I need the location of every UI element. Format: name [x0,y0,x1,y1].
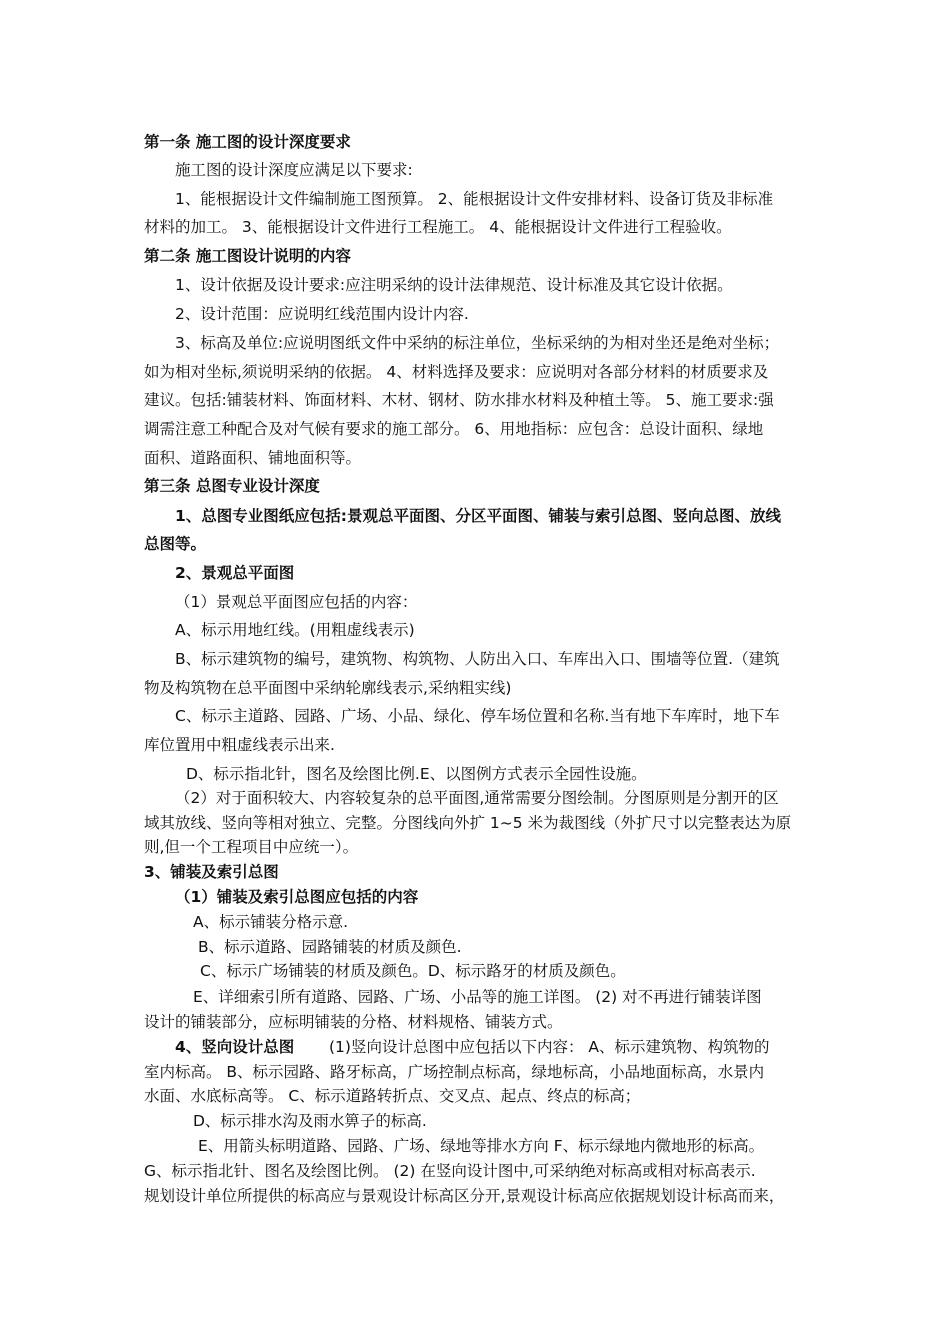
paragraph-line: 3、标高及单位:应说明图纸文件中采纳的标注单位，坐标采纳的为相对坐还是绝对坐标； [175,334,780,352]
section-heading: 3、铺装及索引总图 [144,863,279,881]
section-heading: 2、景观总平面图 [175,564,295,582]
section-heading: 总图等。 [144,535,207,553]
paragraph-line: 物及构筑物在总平面图中采纳轮廓线表示,采纳粗实线) [144,679,512,697]
paragraph-line: 设计的铺装部分，应标明铺装的分格、材料规格、铺装方式。 [144,1013,563,1031]
paragraph-line: 规划设计单位所提供的标高应与景观设计标高区分开,景观设计标高应依据规划设计标高而来， [144,1187,785,1205]
paragraph-line: C、标示广场铺装的材质及颜色。D、标示路牙的材质及颜色。 [200,962,626,980]
section-heading: （1）铺装及索引总图应包括的内容 [175,888,419,906]
paragraph-line: (1)竖向设计总图中应包括以下内容： A、标示建筑物、构筑物的 [329,1038,770,1056]
paragraph-line: G、标示指北针、图名及绘图比例。 (2) 在竖向设计图中,可采纳绝对标高或相对标高表示. [144,1162,756,1180]
paragraph-line: 2、设计范围：应说明红线范围内设计内容. [175,305,469,323]
paragraph-line: B、标示建筑物的编号，建筑物、构筑物、人防出入口、车库出入口、围墙等位置.（建筑 [175,650,780,668]
paragraph-line: E、详细索引所有道路、园路、广场、小品等的施工详图。 (2) 对不再进行铺装详图 [193,988,762,1006]
paragraph-line: （2）对于面积较大、内容较复杂的总平面图,通常需要分图绘制。分图原则是分割开的区 [175,789,779,807]
paragraph-line: 室内标高。 B、标示园路、路牙标高，广场控制点标高，绿地标高，小品地面标高，水景内 [144,1063,765,1081]
paragraph-line: 调需注意工种配合及对气候有要求的施工部分。 6、用地指标：应包含：总设计面积、绿地 [144,420,764,438]
paragraph-line: A、标示用地红线。(用粗虚线表示) [175,621,415,639]
paragraph-line: 面积、道路面积、铺地面积等。 [144,449,362,467]
paragraph-line: D、标示指北针，图名及绘图比例.E、以图例方式表示全园性设施。 [186,765,647,783]
article-3-heading: 第三条 总图专业设计深度 [144,477,320,495]
paragraph-line: C、标示主道路、园路、广场、小品、绿化、停车场位置和名称.当有地下车库时，地下车 [175,707,780,725]
paragraph-line: A、标示铺装分格示意. [193,913,349,931]
paragraph-line: 1、能根据设计文件编制施工图预算。 2、能根据设计文件安排材料、设备订货及非标准 [175,190,774,208]
paragraph-line: 域其放线、竖向等相对独立、完整。分图线向外扩 1~5 米为裁图线（外扩尺寸以完整表达为原 [144,814,792,832]
section-heading: 1、总图专业图纸应包括:景观总平面图、分区平面图、铺装与索引总图、竖向总图、放线 [175,507,781,525]
paragraph-line: 如为相对坐标,须说明采纳的依据。 4、材料选择及要求：应说明对各部分材料的材质要求及 [144,363,769,381]
paragraph-line: 1、设计依据及设计要求:应注明采纳的设计法律规范、设计标准及其它设计依据。 [175,276,733,294]
paragraph-line: 库位置用中粗虚线表示出来. [144,736,335,754]
paragraph-line: E、用箭头标明道路、园路、广场、绿地等排水方向 F、标示绿地内微地形的标高。 [198,1137,765,1155]
paragraph-line: 施工图的设计深度应满足以下要求: [175,161,413,179]
section-heading: 4、竖向设计总图 [175,1038,295,1056]
paragraph-line: D、标示排水沟及雨水箅子的标高. [193,1112,427,1130]
paragraph-line: 材料的加工。 3、能根据设计文件进行工程施工。 4、能根据设计文件进行工程验收。 [144,218,732,236]
paragraph-line: 建议。包括:铺装材料、饰面材料、木材、钢材、防水排水材料及种植土等。 5、施工要求:强 [144,391,774,409]
paragraph-line: B、标示道路、园路铺装的材质及颜色. [198,938,462,956]
paragraph-line: 水面、水底标高等。 C、标示道路转折点、交叉点、起点、终点的标高； [144,1087,641,1105]
paragraph-line: （1）景观总平面图应包括的内容： [175,593,418,611]
article-1-heading: 第一条 施工图的设计深度要求 [144,133,351,151]
paragraph-line: 则,但一个工程项目中应统一）。 [144,838,359,856]
article-2-heading: 第二条 施工图设计说明的内容 [144,247,351,265]
